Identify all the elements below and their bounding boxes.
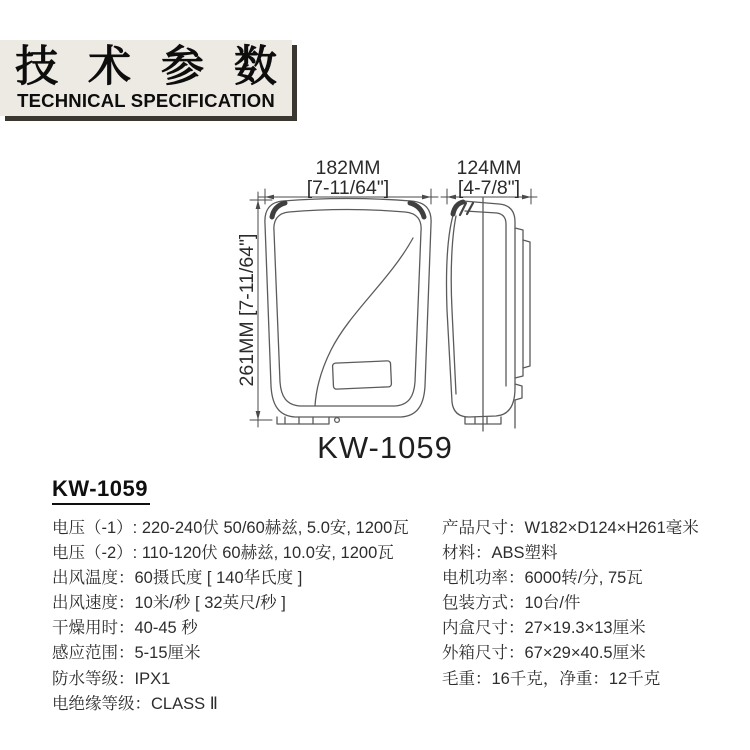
drawing-model-caption: KW-1059 — [317, 430, 453, 465]
dim-width-mm: 182MM — [315, 157, 381, 179]
spec-line-insulation: 电绝缘等级：CLASS Ⅱ — [52, 694, 218, 713]
dim-depth-mm: 124MM — [456, 157, 522, 179]
spec-line-air-temp: 出风温度：60摄氏度 [ 140华氏度 ] — [52, 569, 303, 588]
side-view — [446, 198, 530, 431]
spec-line-product-size: 产品尺寸：W182×D124×H261毫米 — [442, 519, 699, 537]
spec-line-packing: 包装方式：10台/件 — [442, 594, 581, 613]
dim-height-label: 261MM [7-11/64"] — [236, 233, 258, 387]
dim-depth-in: [4-7/8"] — [457, 177, 521, 199]
spec-line-dry-time: 干燥用时：40-45 秒 — [52, 619, 198, 638]
spec-line-voltage-2: 电压（-2）: 110-120伏 60赫兹, 10.0安, 1200瓦 — [52, 544, 394, 563]
spec-model-heading: KW-1059 — [52, 476, 150, 505]
dim-width-in: [7-11/64"] — [306, 177, 390, 199]
spec-line-air-speed: 出风速度：10米/秒 [ 32英尺/秒 ] — [52, 594, 286, 613]
spec-line-waterproof: 防水等级：IPX1 — [52, 669, 171, 688]
spec-line-material: 材料：ABS塑料 — [442, 544, 558, 563]
spec-line-carton-size: 外箱尺寸：67×29×40.5厘米 — [442, 644, 646, 663]
spec-line-motor-power: 电机功率：6000转/分, 75瓦 — [442, 569, 643, 588]
front-view — [265, 199, 431, 425]
header-title-en: TECHNICAL SPECIFICATION — [17, 90, 275, 111]
technical-drawing — [225, 140, 545, 440]
dimension-height — [236, 192, 272, 427]
spec-line-weight: 毛重：16千克，净重：12千克 — [442, 669, 661, 688]
spec-line-sensor-range: 感应范围：5-15厘米 — [52, 644, 201, 663]
spec-column-right — [442, 516, 742, 692]
header-title-cn: 技 术 参 数 — [15, 43, 286, 91]
spec-column-left — [52, 516, 432, 717]
spec-line-voltage-1: 电压（-1）: 220-240伏 50/60赫兹, 5.0安, 1200瓦 — [52, 519, 409, 537]
dimension-width — [258, 157, 438, 204]
section-header-badge — [0, 40, 292, 116]
spec-line-inner-box: 内盒尺寸：27×19.3×13厘米 — [442, 619, 646, 638]
dimension-depth — [441, 157, 537, 204]
